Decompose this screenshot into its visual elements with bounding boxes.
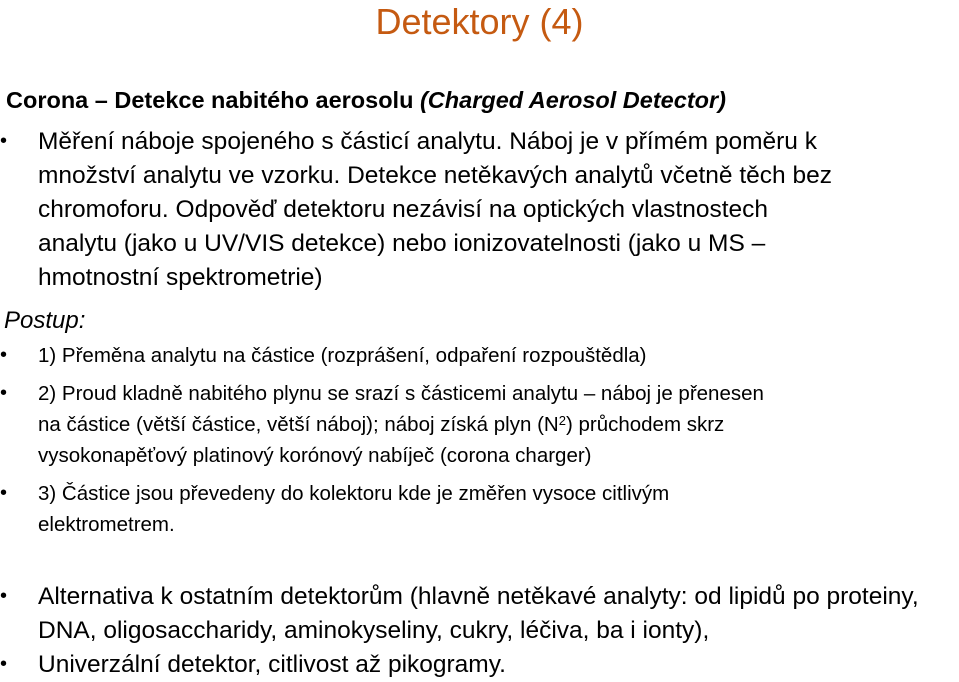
heading-italic-text: (Charged Aerosol Detector) [419, 87, 726, 113]
bullet-icon: • [0, 585, 8, 607]
step-2-line: 2) Proud kladně nabitého plynu se srazí s částicemi analytu – náboj je přenesen [38, 382, 764, 405]
step-3-line: 3) Částice jsou převedeny do kolektoru kde je změřen vysoce citlivým [38, 482, 670, 505]
intro-line: hmotnostní spektrometrie) [38, 264, 323, 291]
bullet-icon: • [0, 653, 8, 675]
bullet-icon: • [0, 130, 8, 152]
intro-line: analytu (jako u UV/VIS detekce) nebo ionizovatelnosti (jako u MS – [38, 230, 766, 257]
subscript-2: 2 [558, 413, 566, 428]
bullet-icon: • [0, 382, 8, 404]
step-2-line: vysokonapěťový platinový korónový nabíječ (corona charger) [38, 444, 592, 467]
note-line: DNA, oligosaccharidy, aminokyseliny, cukry, léčiva, ba i ionty), [38, 617, 710, 644]
step-2-text: ) průchodem skrz [565, 413, 725, 436]
step-1-line: 1) Přeměna analytu na částice (rozprášení, odpaření rozpouštědla) [38, 344, 647, 367]
intro-line: Měření náboje spojeného s částicí analytu. Náboj je v přímém poměru k [38, 128, 817, 155]
slide-title: Detektory (4) [375, 1, 584, 42]
intro-line: chromoforu. Odpověď detektoru nezávisí na optických vlastnostech [38, 196, 769, 223]
step-3-line: elektrometrem. [38, 513, 175, 536]
bullet-icon: • [0, 344, 8, 366]
note-line: Alternativa k ostatním detektorům (hlavně netěkavé analyty: od lipidů po proteiny, [38, 583, 919, 610]
section-heading [6, 84, 726, 116]
heading-text: Corona – Detekce nabitého aerosolu [6, 87, 420, 113]
step-2-line [38, 409, 724, 440]
bullet-icon: • [0, 482, 8, 504]
step-2-text: na částice (větší částice, větší náboj); náboj získá plyn (N [38, 413, 559, 436]
intro-line: množství analytu ve vzorku. Detekce netěkavých analytů včetně těch bez [38, 162, 832, 189]
postup-label: Postup: [4, 307, 86, 334]
note-line: Univerzální detektor, citlivost až pikogramy. [38, 651, 506, 678]
